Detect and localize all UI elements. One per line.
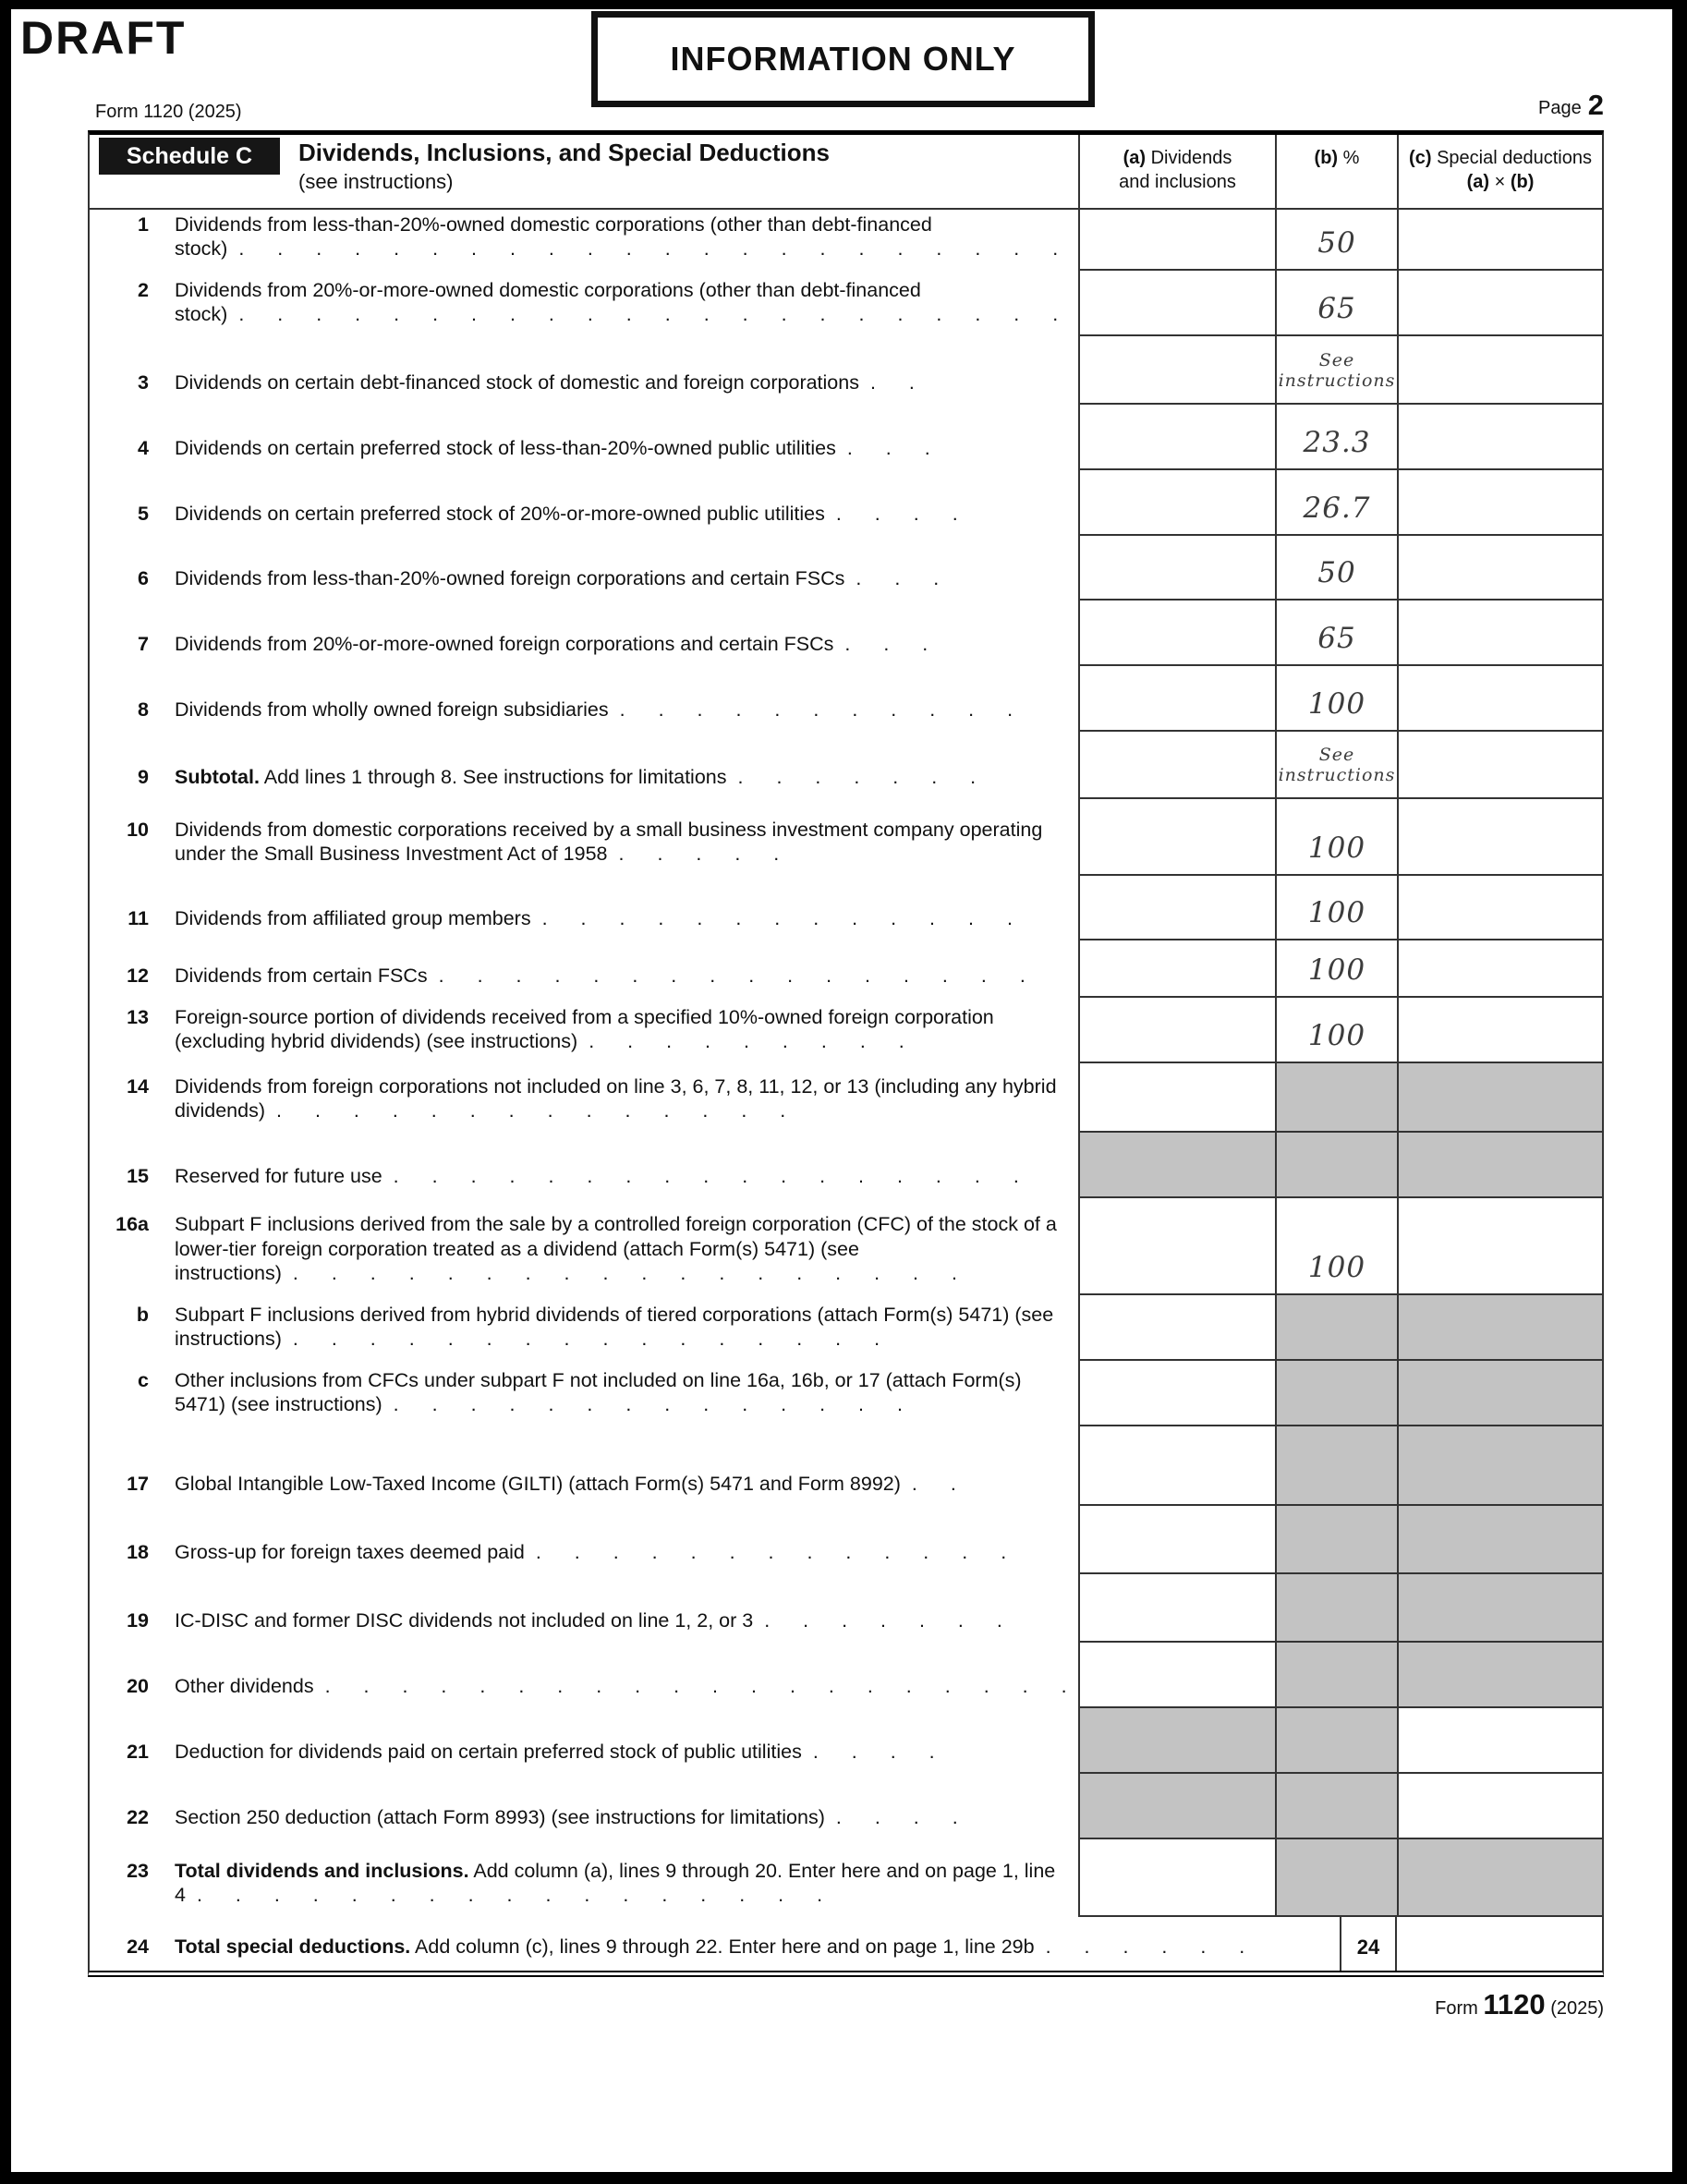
page-border-left bbox=[0, 0, 11, 2184]
row-label: Add lines 1 through 8. See instructions for limitations bbox=[259, 766, 727, 789]
information-only-label: INFORMATION ONLY bbox=[670, 40, 1016, 78]
col-b-cell bbox=[1275, 1426, 1397, 1506]
table-row bbox=[90, 666, 1602, 732]
col-a-cell bbox=[1078, 799, 1275, 876]
footer-form-year: (2025) bbox=[1550, 1998, 1604, 2019]
row-number: 5 bbox=[138, 503, 149, 526]
row-label: Dividends from foreign corporations not included on line 3, 6, 7, 8, 11, 12, or 13 (including any hybrid dividends) bbox=[175, 1074, 1057, 1122]
col-b-cell bbox=[1275, 336, 1397, 405]
row-description-cell bbox=[90, 876, 1078, 940]
col-a-cell bbox=[1078, 210, 1275, 271]
row-description-cell bbox=[90, 666, 1078, 732]
schedule-header-cell bbox=[90, 135, 1078, 208]
col-b-cell bbox=[1275, 1839, 1397, 1917]
col-b-cell bbox=[1275, 1643, 1397, 1708]
row-label-wrap bbox=[175, 964, 1071, 989]
dot-leader: . . bbox=[869, 371, 915, 394]
row-label-wrap bbox=[175, 818, 1071, 867]
row-description-cell bbox=[90, 1198, 1078, 1295]
footer-form-number: 1120 bbox=[1483, 1988, 1546, 2020]
row-label-wrap bbox=[175, 632, 1071, 657]
col-a-cell bbox=[1078, 1643, 1275, 1708]
row-label: Dividends from 20%-or-more-owned domestic corporations (other than debt-financed stock) bbox=[175, 278, 921, 326]
row-label: Dividends on certain preferred stock of less-than-20%-owned public utilities bbox=[175, 437, 836, 460]
row-label-wrap bbox=[175, 278, 1071, 327]
row-number: 2 bbox=[138, 278, 149, 301]
row-label-wrap bbox=[175, 765, 1071, 790]
row-description-cell bbox=[90, 1774, 1078, 1839]
col-c-cell bbox=[1397, 1839, 1602, 1917]
col-a-cell bbox=[1078, 1063, 1275, 1133]
dot-leader: . . . . . . . . . . . . . . bbox=[393, 1393, 903, 1416]
percent-value: 26.7 bbox=[1303, 491, 1371, 525]
col-b-cell bbox=[1275, 876, 1397, 940]
table-row bbox=[90, 271, 1602, 336]
row-number: 22 bbox=[127, 1806, 149, 1829]
percent-value: 100 bbox=[1307, 1251, 1366, 1284]
row-label: Add column (c), lines 9 through 22. Enter here and on page 1, line 29b bbox=[410, 1935, 1035, 1959]
row-number: 8 bbox=[138, 698, 149, 722]
row-label-wrap bbox=[175, 436, 1071, 461]
column-b-line1: (b) % bbox=[1314, 148, 1360, 168]
dot-leader: . . . bbox=[856, 567, 940, 590]
schedule-c-badge: Schedule C bbox=[99, 138, 280, 175]
row-label-wrap bbox=[175, 1368, 1071, 1417]
row-description-cell bbox=[90, 601, 1078, 666]
col-c-cell bbox=[1397, 1426, 1602, 1506]
row-label: Foreign-source portion of dividends received from a specified 10%-owned foreign corporation (excluding hybrid dividends) (see instructions) bbox=[175, 1005, 994, 1053]
col-b-cell bbox=[1275, 271, 1397, 336]
col-a-cell bbox=[1078, 336, 1275, 405]
percent-value: 50 bbox=[1317, 226, 1356, 260]
row-label: Other dividends bbox=[175, 1675, 314, 1698]
col-c-cell bbox=[1397, 601, 1602, 666]
col-c-cell bbox=[1397, 1774, 1602, 1839]
row-description-cell bbox=[90, 1643, 1078, 1708]
row-label: Dividends from domestic corporations received by a small business investment company operating under the Small Business Investment Act of 1958 bbox=[175, 818, 1043, 866]
row-label-bold: Total dividends and inclusions. bbox=[175, 1859, 469, 1882]
row-label: Reserved for future use bbox=[175, 1165, 382, 1188]
column-header-b bbox=[1275, 135, 1397, 208]
row-label: Dividends on certain preferred stock of 20%-or-more-owned public utilities bbox=[175, 503, 825, 526]
col-a-cell bbox=[1078, 1361, 1275, 1426]
col-c-cell bbox=[1397, 1574, 1602, 1643]
col-a-cell bbox=[1078, 1295, 1275, 1361]
col-b-cell bbox=[1275, 470, 1397, 536]
row-label: Dividends on certain debt-financed stock of domestic and foreign corporations bbox=[175, 371, 859, 394]
column-header-a bbox=[1078, 135, 1275, 208]
dot-leader: . . . . bbox=[835, 503, 958, 526]
row-label-wrap bbox=[175, 566, 1071, 591]
table-row bbox=[90, 876, 1602, 940]
row-number: 12 bbox=[127, 965, 149, 988]
row-number: 1 bbox=[138, 212, 149, 236]
row-label-wrap bbox=[175, 370, 1071, 395]
col-b-cell bbox=[1275, 536, 1397, 601]
col-a-cell bbox=[1078, 271, 1275, 336]
row-label: IC-DISC and former DISC dividends not included on line 1, 2, or 3 bbox=[175, 1609, 754, 1632]
col-c-cell bbox=[1397, 998, 1602, 1063]
col-a-cell bbox=[1078, 1839, 1275, 1917]
percent-value: 100 bbox=[1307, 687, 1366, 721]
row-number: 14 bbox=[127, 1074, 149, 1098]
row-number: 18 bbox=[127, 1541, 149, 1564]
page-indicator bbox=[1538, 91, 1604, 119]
column-header-c bbox=[1397, 135, 1602, 208]
dot-leader: . . . . . . . . . . . . . . . . . . bbox=[292, 1262, 957, 1285]
col-a-cell bbox=[1078, 601, 1275, 666]
form-number-header: Form 1120 (2025) bbox=[95, 102, 242, 122]
percent-value: 100 bbox=[1307, 1019, 1366, 1052]
table-row bbox=[90, 405, 1602, 470]
col-a-cell bbox=[1078, 470, 1275, 536]
row-description-cell bbox=[90, 1063, 1078, 1133]
percent-value: 65 bbox=[1317, 292, 1356, 325]
row-label-wrap bbox=[175, 1303, 1071, 1352]
dot-leader: . . . . . . . . . . . . . . . . bbox=[438, 965, 1026, 988]
table-row bbox=[90, 1839, 1602, 1917]
table-row bbox=[90, 799, 1602, 876]
row-description-cell bbox=[90, 732, 1078, 799]
row-number: 20 bbox=[127, 1675, 149, 1698]
line-24-number-box bbox=[1340, 1917, 1397, 1971]
percent-value: 23.3 bbox=[1303, 426, 1371, 459]
col-c-cell bbox=[1397, 1361, 1602, 1426]
table-body bbox=[90, 210, 1602, 1971]
row-description-cell bbox=[90, 1133, 1078, 1198]
dot-leader: . . . . . . . . . . . . . . . . . . . . . . bbox=[238, 237, 1059, 261]
row-label: Dividends from 20%-or-more-owned foreign corporations and certain FSCs bbox=[175, 633, 834, 656]
col-b-cell bbox=[1275, 940, 1397, 998]
row-description-cell bbox=[90, 940, 1078, 998]
dot-leader: . . . . . . . . . bbox=[589, 1030, 904, 1053]
col-a-cell bbox=[1078, 1506, 1275, 1574]
page-border-bottom bbox=[0, 2172, 1687, 2184]
percent-value: See instructions bbox=[1278, 745, 1396, 786]
col-c-cell bbox=[1397, 1295, 1602, 1361]
row-number: 23 bbox=[127, 1859, 149, 1882]
col-c-cell bbox=[1397, 336, 1602, 405]
table-row bbox=[90, 1361, 1602, 1426]
row-label-wrap bbox=[175, 1164, 1071, 1189]
col-a-cell bbox=[1078, 1198, 1275, 1295]
dot-leader: . . . . . . . . . . . . . . . . . . . . bbox=[324, 1675, 1067, 1698]
row-label: Global Intangible Low-Taxed Income (GILTI) (attach Form(s) 5471 and Form 8992) bbox=[175, 1473, 901, 1496]
row-label-bold: Subtotal. bbox=[175, 766, 260, 789]
dot-leader: . . . . . . bbox=[1045, 1935, 1245, 1959]
draft-watermark: DRAFT bbox=[20, 12, 187, 64]
row-label: Subpart F inclusions derived from hybrid dividends of tiered corporations (attach Form(s) 5471) (see instructions) bbox=[175, 1303, 1054, 1351]
col-b-cell bbox=[1275, 1708, 1397, 1774]
table-row bbox=[90, 1063, 1602, 1133]
percent-value: 50 bbox=[1317, 556, 1356, 589]
col-c-cell bbox=[1397, 876, 1602, 940]
table-row bbox=[90, 1133, 1602, 1198]
col-c-cell bbox=[1397, 536, 1602, 601]
dot-leader: . . . . . bbox=[618, 843, 780, 866]
col-b-cell bbox=[1275, 601, 1397, 666]
row-number: b bbox=[136, 1303, 149, 1326]
col-b-cell bbox=[1275, 799, 1397, 876]
row-label-wrap bbox=[175, 1740, 1071, 1765]
col-c-cell bbox=[1397, 1643, 1602, 1708]
col-b-cell bbox=[1275, 732, 1397, 799]
line-24-number: 24 bbox=[1356, 1935, 1380, 1959]
column-c-line2: (a) × (b) bbox=[1466, 172, 1535, 192]
column-a-line2: and inclusions bbox=[1119, 172, 1236, 192]
row-description-cell bbox=[90, 1708, 1078, 1774]
row-label: Add column (a), lines 9 through 20. Enter here and on page 1, line 4 bbox=[175, 1859, 1056, 1907]
col-a-cell bbox=[1078, 876, 1275, 940]
row-label-wrap bbox=[175, 906, 1071, 931]
row-number: 3 bbox=[138, 371, 149, 394]
col-a-cell bbox=[1078, 1574, 1275, 1643]
table-row bbox=[90, 1917, 1602, 1971]
row-description-cell bbox=[90, 1426, 1078, 1506]
dot-leader: . . . bbox=[844, 633, 928, 656]
row-number: 11 bbox=[127, 907, 149, 930]
dot-leader: . . . . . . . bbox=[737, 766, 977, 789]
col-b-cell bbox=[1275, 210, 1397, 271]
row-number: 15 bbox=[127, 1165, 149, 1188]
row-description-cell bbox=[90, 210, 1078, 271]
col-b-cell bbox=[1275, 1506, 1397, 1574]
row-label-wrap bbox=[175, 1212, 1071, 1286]
footer-form-word: Form bbox=[1435, 1998, 1478, 2019]
row-label-wrap bbox=[175, 502, 1071, 527]
col-b-cell bbox=[1275, 1063, 1397, 1133]
row-description-cell bbox=[90, 536, 1078, 601]
row-description-cell bbox=[90, 998, 1078, 1063]
table-row bbox=[90, 470, 1602, 536]
col-c-cell bbox=[1397, 271, 1602, 336]
col-b-cell bbox=[1275, 1295, 1397, 1361]
col-c-cell bbox=[1397, 1063, 1602, 1133]
row-description-cell bbox=[90, 1506, 1078, 1574]
percent-value: 100 bbox=[1307, 953, 1366, 987]
information-only-banner bbox=[591, 11, 1095, 107]
col-a-cell bbox=[1078, 536, 1275, 601]
table-row bbox=[90, 1295, 1602, 1361]
dot-leader: . . . . bbox=[812, 1741, 935, 1764]
row-number: 17 bbox=[127, 1473, 149, 1496]
row-label: Section 250 deduction (attach Form 8993) (see instructions for limitations) bbox=[175, 1806, 825, 1829]
row-description-cell bbox=[90, 1361, 1078, 1426]
row-number: 13 bbox=[127, 1005, 149, 1028]
col-c-cell bbox=[1397, 1133, 1602, 1198]
percent-value: 65 bbox=[1317, 622, 1356, 655]
dot-leader: . . . . . . . . . . . . . bbox=[535, 1541, 1007, 1564]
col-c-cell bbox=[1397, 940, 1602, 998]
row-number: 24 bbox=[127, 1935, 149, 1959]
row-label: Other inclusions from CFCs under subpart F not included on line 16a, 16b, or 17 (attach Form(s) 5471) (see instructions) bbox=[175, 1368, 1022, 1416]
col-c-cell bbox=[1397, 666, 1602, 732]
row-number: 10 bbox=[127, 818, 149, 841]
row-description-cell bbox=[90, 470, 1078, 536]
row-description-cell bbox=[90, 1574, 1078, 1643]
row-label: Gross-up for foreign taxes deemed paid bbox=[175, 1541, 525, 1564]
row-description-cell bbox=[90, 1295, 1078, 1361]
col-c-cell bbox=[1397, 732, 1602, 799]
col-c-cell bbox=[1397, 1198, 1602, 1295]
page-border-top bbox=[0, 0, 1687, 9]
percent-value: 100 bbox=[1307, 896, 1366, 929]
dot-leader: . . . . . . . . . . . bbox=[619, 698, 1013, 722]
col-a-cell bbox=[1078, 1426, 1275, 1506]
row-number: 16a bbox=[115, 1213, 149, 1236]
col-a-cell bbox=[1078, 1133, 1275, 1198]
percent-value: See instructions bbox=[1278, 350, 1396, 392]
dot-leader: . . . bbox=[846, 437, 930, 460]
row-label: Subpart F inclusions derived from the sale by a controlled foreign corporation (CFC) of the stock of a lower-tier foreign corporation treated as a dividend (attach Form(s) 5471) (see instructions) bbox=[175, 1213, 1057, 1285]
row-label: Dividends from certain FSCs bbox=[175, 965, 428, 988]
table-row bbox=[90, 732, 1602, 799]
col-b-cell bbox=[1275, 1774, 1397, 1839]
row-description-cell bbox=[90, 336, 1078, 405]
page-number: 2 bbox=[1587, 89, 1604, 121]
row-label-wrap bbox=[175, 1674, 1071, 1699]
table-row bbox=[90, 1506, 1602, 1574]
row-description-cell bbox=[90, 405, 1078, 470]
table-header-row bbox=[90, 135, 1602, 210]
column-a-line1: (a) Dividends bbox=[1123, 148, 1232, 168]
row-label-wrap bbox=[175, 1540, 1071, 1565]
row-number: 9 bbox=[138, 766, 149, 789]
percent-value: 100 bbox=[1307, 831, 1366, 865]
table-row bbox=[90, 336, 1602, 405]
dot-leader: . . . . . . . . . . . . . . . . . bbox=[196, 1884, 823, 1907]
table-row bbox=[90, 601, 1602, 666]
row-label: Dividends from less-than-20%-owned domestic corporations (other than debt-financed stock) bbox=[175, 212, 932, 261]
col-b-cell bbox=[1275, 1361, 1397, 1426]
schedule-title-block bbox=[298, 135, 1078, 194]
row-label-wrap bbox=[175, 1935, 1332, 1960]
col-c-cell bbox=[1397, 470, 1602, 536]
schedule-subtitle: (see instructions) bbox=[298, 170, 454, 193]
col-c-cell bbox=[1397, 1708, 1602, 1774]
row-label: Dividends from less-than-20%-owned foreign corporations and certain FSCs bbox=[175, 567, 845, 590]
col-b-cell bbox=[1275, 666, 1397, 732]
table-row bbox=[90, 1198, 1602, 1295]
table-row bbox=[90, 940, 1602, 998]
row-label-wrap bbox=[175, 212, 1071, 261]
col-c-cell bbox=[1397, 1506, 1602, 1574]
page-word: Page bbox=[1538, 98, 1582, 118]
col-a-cell bbox=[1078, 1774, 1275, 1839]
table-row bbox=[90, 210, 1602, 271]
column-c-line1: (c) Special deductions bbox=[1409, 148, 1592, 168]
table-row bbox=[90, 998, 1602, 1063]
row-number: 7 bbox=[138, 633, 149, 656]
row-number: 6 bbox=[138, 567, 149, 590]
table-row bbox=[90, 1643, 1602, 1708]
col-c-cell bbox=[1397, 799, 1602, 876]
col-b-cell bbox=[1275, 1133, 1397, 1198]
table-row bbox=[90, 1708, 1602, 1774]
table-row bbox=[90, 536, 1602, 601]
row-label: Dividends from affiliated group members bbox=[175, 907, 531, 930]
row-number: c bbox=[138, 1368, 149, 1391]
row-label-wrap bbox=[175, 1074, 1071, 1123]
col-b-cell bbox=[1275, 405, 1397, 470]
footer-form-id bbox=[88, 1988, 1604, 2021]
row-label-wrap bbox=[175, 698, 1071, 722]
schedule-c-table bbox=[88, 130, 1604, 1977]
row-label-wrap bbox=[175, 1859, 1071, 1908]
col-a-cell bbox=[1078, 1708, 1275, 1774]
page-border-right bbox=[1672, 0, 1687, 2184]
row-label-bold: Total special deductions. bbox=[175, 1935, 411, 1959]
col-a-cell bbox=[1078, 666, 1275, 732]
dot-leader: . . . . . . . . . . . . . . . . . . . . . . bbox=[238, 303, 1059, 326]
row-label-wrap bbox=[175, 1608, 1071, 1633]
row-description-cell bbox=[90, 1917, 1340, 1971]
dot-leader: . . . . bbox=[835, 1806, 958, 1829]
col-b-cell bbox=[1275, 998, 1397, 1063]
row-label-wrap bbox=[175, 1005, 1071, 1054]
col-c-cell bbox=[1397, 1917, 1602, 1971]
col-c-cell bbox=[1397, 405, 1602, 470]
dot-leader: . . . . . . . bbox=[764, 1609, 1002, 1632]
row-number: 21 bbox=[127, 1741, 149, 1764]
dot-leader: . . . . . . . . . . . . . bbox=[541, 907, 1013, 930]
row-number: 4 bbox=[138, 437, 149, 460]
col-b-cell bbox=[1275, 1574, 1397, 1643]
col-a-cell bbox=[1078, 732, 1275, 799]
row-label-wrap bbox=[175, 1472, 1071, 1497]
row-label-wrap bbox=[175, 1805, 1071, 1830]
row-label: Dividends from wholly owned foreign subsidiaries bbox=[175, 698, 609, 722]
row-label: Deduction for dividends paid on certain preferred stock of public utilities bbox=[175, 1741, 802, 1764]
col-a-cell bbox=[1078, 998, 1275, 1063]
table-row bbox=[90, 1574, 1602, 1643]
dot-leader: . . . . . . . . . . . . . . bbox=[276, 1099, 786, 1122]
row-description-cell bbox=[90, 1839, 1078, 1917]
row-description-cell bbox=[90, 799, 1078, 876]
col-b-cell bbox=[1275, 1198, 1397, 1295]
schedule-title: Dividends, Inclusions, and Special Deductions bbox=[298, 139, 831, 166]
row-description-cell bbox=[90, 271, 1078, 336]
col-c-cell bbox=[1397, 210, 1602, 271]
dot-leader: . . . . . . . . . . . . . . . . . bbox=[393, 1165, 1019, 1188]
row-number: 19 bbox=[127, 1609, 149, 1632]
table-row bbox=[90, 1774, 1602, 1839]
dot-leader: . . . . . . . . . . . . . . . . bbox=[292, 1328, 880, 1351]
table-row bbox=[90, 1426, 1602, 1506]
col-a-cell bbox=[1078, 940, 1275, 998]
col-a-cell bbox=[1078, 405, 1275, 470]
dot-leader: . . bbox=[911, 1473, 956, 1496]
